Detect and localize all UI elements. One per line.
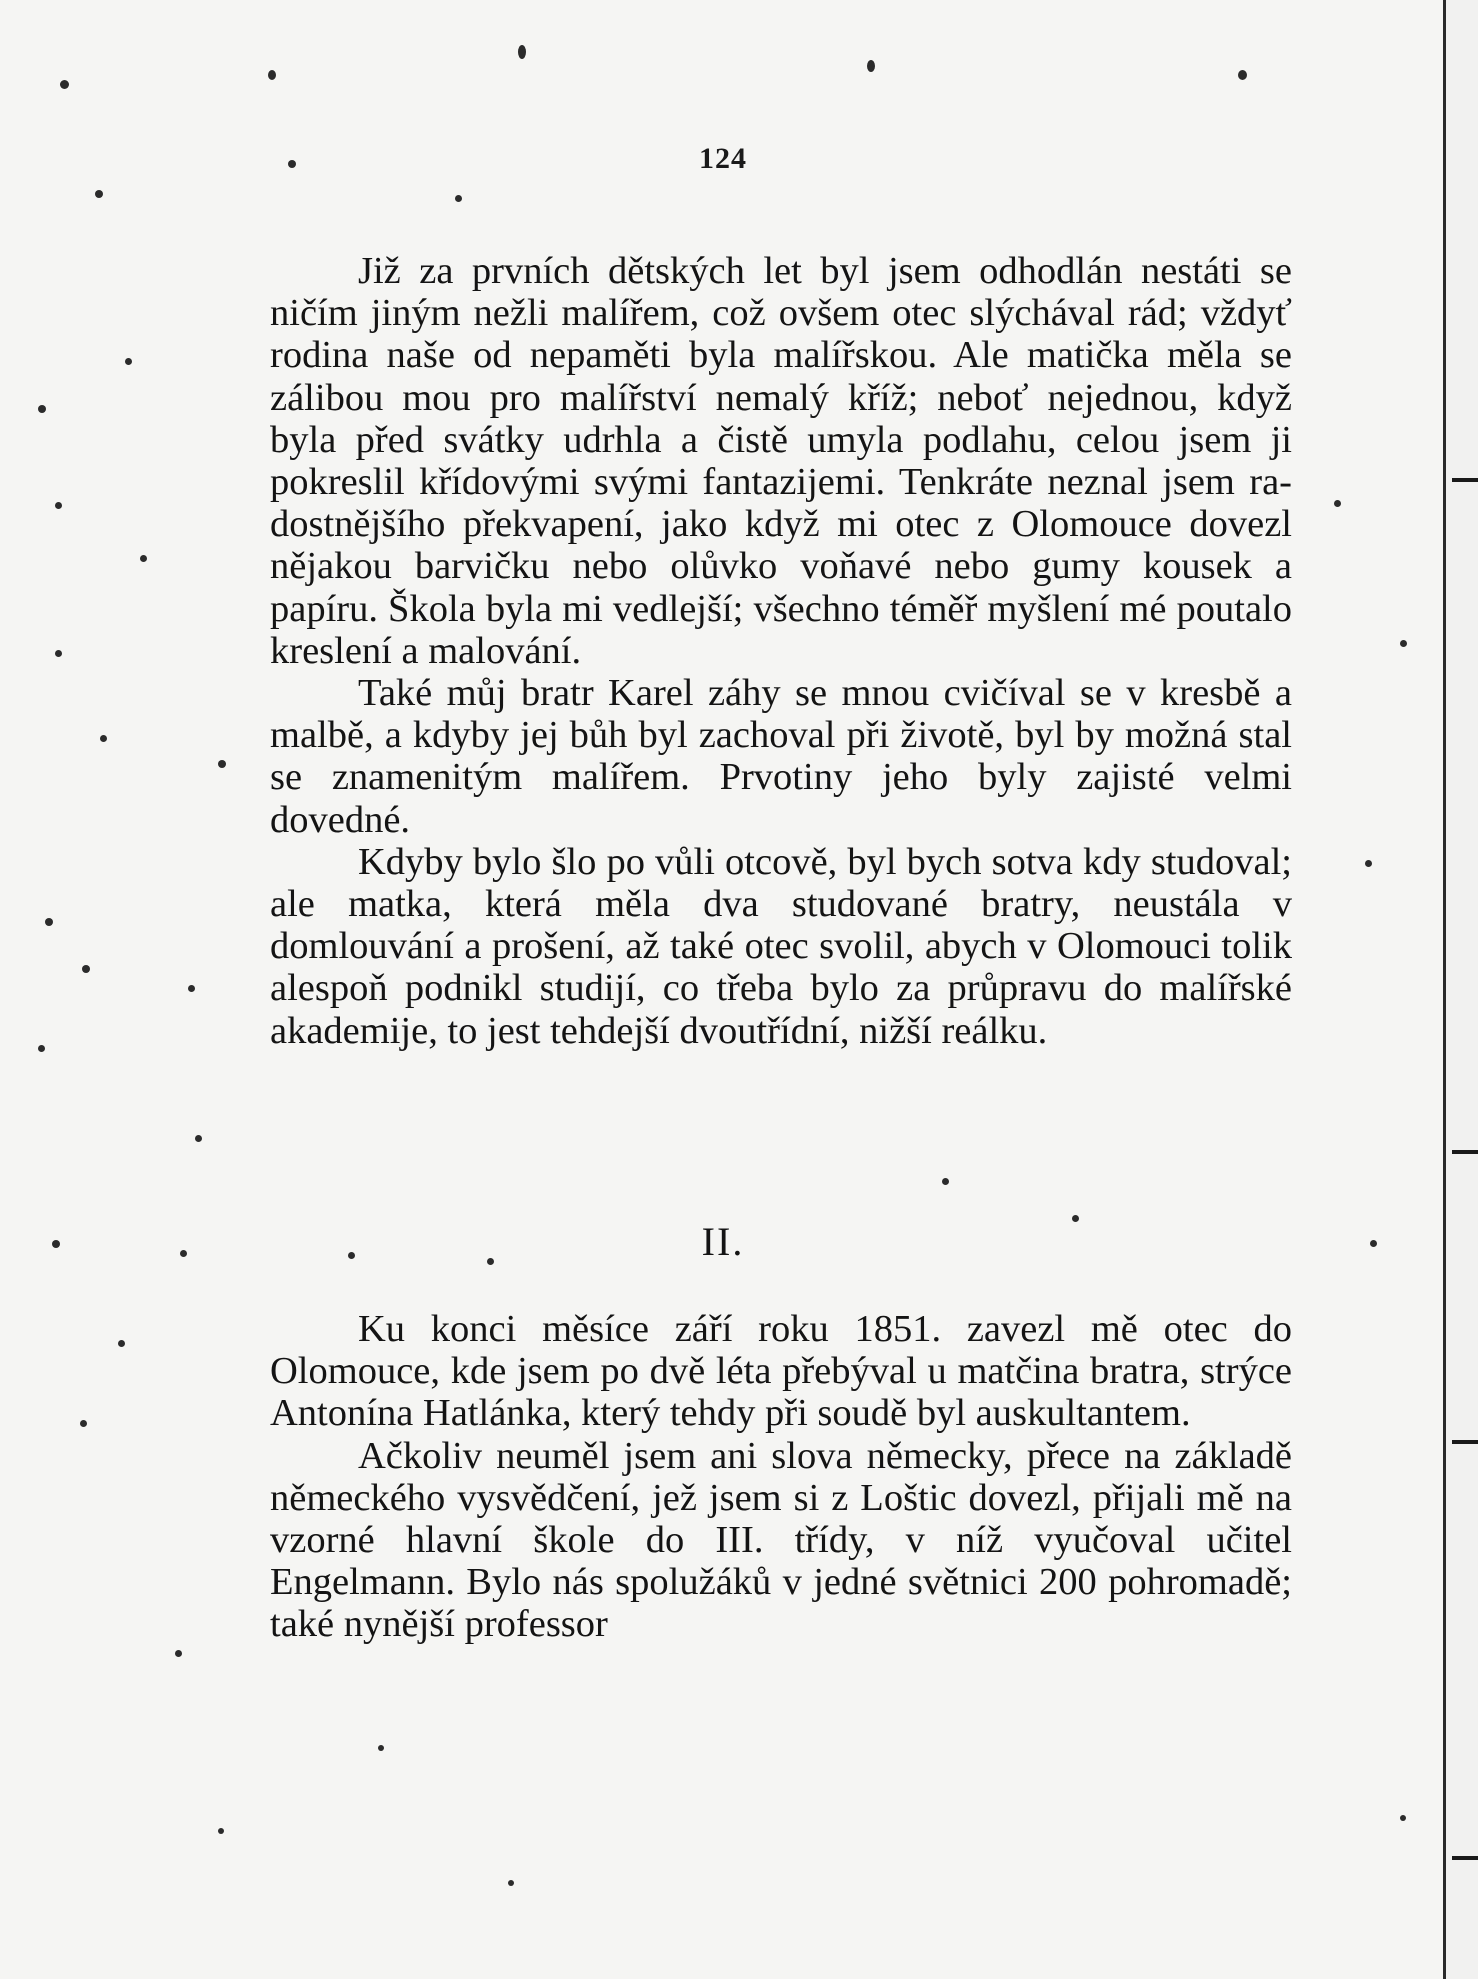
- scan-speck: [1238, 70, 1247, 80]
- paragraph: Kdyby bylo šlo po vůli otcově, byl bych sotva kdy studoval; ale matka, která měla dva studované bratry, neustála v domlouvání a prošení, až také otec svolil, abych v Olomouci tolik alespoň podnikl studijí, co třeba bylo za průpravu do malířské akademije, to jest tehdejší dvoutřídní, nižší reálku.: [270, 840, 1292, 1052]
- scan-speck: [195, 1135, 202, 1142]
- paragraph: Již za prvních dětských let byl jsem odhodlán nestáti se ničím jiným nežli malířem, což ovšem otec slýchával rád; vždyť rodina naše od nepaměti byla malířskou. Ale matička měla se zálibou mou pro malířství nemalý kříž; neboť nejednou, když byla před svátky udrhla a čistě umyla podlahu, celou jsem ji pokreslil křídovými svými fantazijemi. Tenkráte neznal jsem radostnějšího překvapení, jako když mi otec z Olomouce dovezl nějakou barvičku nebo olůvko voňavé nebo gumy kousek a papíru. Škola byla mi vedlejší; všechno téměř myšlení mé poutalo kreslení a malování.: [270, 250, 1292, 672]
- scan-speck: [508, 1880, 514, 1886]
- scan-speck: [518, 45, 526, 59]
- scan-speck: [95, 190, 103, 198]
- scan-speck: [188, 985, 195, 992]
- scan-speck: [180, 1250, 187, 1257]
- text-block-after-heading: [270, 1308, 1292, 1646]
- scan-speck: [1370, 1240, 1377, 1247]
- scan-speck: [100, 735, 107, 742]
- scan-speck: [455, 195, 462, 202]
- scan-speck: [867, 60, 875, 72]
- scan-speck: [82, 965, 90, 973]
- scan-speck: [218, 1828, 224, 1834]
- scan-speck: [942, 1178, 949, 1185]
- scan-speck: [218, 760, 226, 768]
- scan-speck: [1072, 1215, 1079, 1222]
- paragraph: Ačkoliv neuměl jsem ani slova německy, přece na základě německého vysvědčení, jež jsem si z Loštic dovezl, přijali mě na vzorné hlavní škole do III. třídy, v níž vyučoval učitel Engelmann. Bylo nás spolužáků v jedné světnici 200 pohromadě; také nynější professor: [270, 1434, 1292, 1646]
- scan-speck: [45, 918, 53, 926]
- scan-speck: [348, 1252, 355, 1259]
- section-heading: II.: [701, 1219, 745, 1264]
- scan-speck: [288, 160, 296, 168]
- edge-mark: [1452, 478, 1478, 482]
- scan-speck: [487, 1258, 494, 1265]
- edge-mark: [1452, 1440, 1478, 1444]
- scan-speck: [52, 1240, 60, 1248]
- scan-speck: [1334, 500, 1341, 507]
- paragraph: Ku konci měsíce září roku 1851. zavezl mě otec do Olomouce, kde jsem po dvě léta přebýval u matčina bratra, strýce Antonína Hatlánka, který tehdy při soudě byl auskultantem.: [270, 1308, 1292, 1435]
- scan-speck: [125, 358, 132, 365]
- scan-speck: [118, 1340, 125, 1347]
- scan-speck: [38, 405, 46, 413]
- scan-speck: [38, 1045, 45, 1052]
- scan-speck: [1400, 640, 1407, 647]
- scan-speck: [140, 555, 147, 562]
- paragraph: Také můj bratr Karel záhy se mnou cvičíval se v kresbě a malbě, a kdyby jej bůh byl zachoval při životě, byl by možná stal se znamenitým malířem. Prvotiny jeho byly zajisté velmi dovedné.: [270, 672, 1292, 841]
- scan-speck: [175, 1650, 182, 1657]
- scan-speck: [1400, 1815, 1406, 1821]
- page-number: 124: [699, 142, 747, 175]
- edge-mark: [1452, 1150, 1478, 1154]
- scan-speck: [1365, 860, 1372, 867]
- scan-speck: [55, 650, 62, 657]
- scan-speck: [378, 1745, 384, 1751]
- scan-speck: [55, 502, 62, 509]
- text-block-before-heading: [270, 250, 1292, 1052]
- edge-mark: [1452, 1856, 1478, 1860]
- scan-speck: [268, 70, 276, 80]
- scan-speck: [60, 80, 69, 89]
- scan-speck: [80, 1420, 87, 1427]
